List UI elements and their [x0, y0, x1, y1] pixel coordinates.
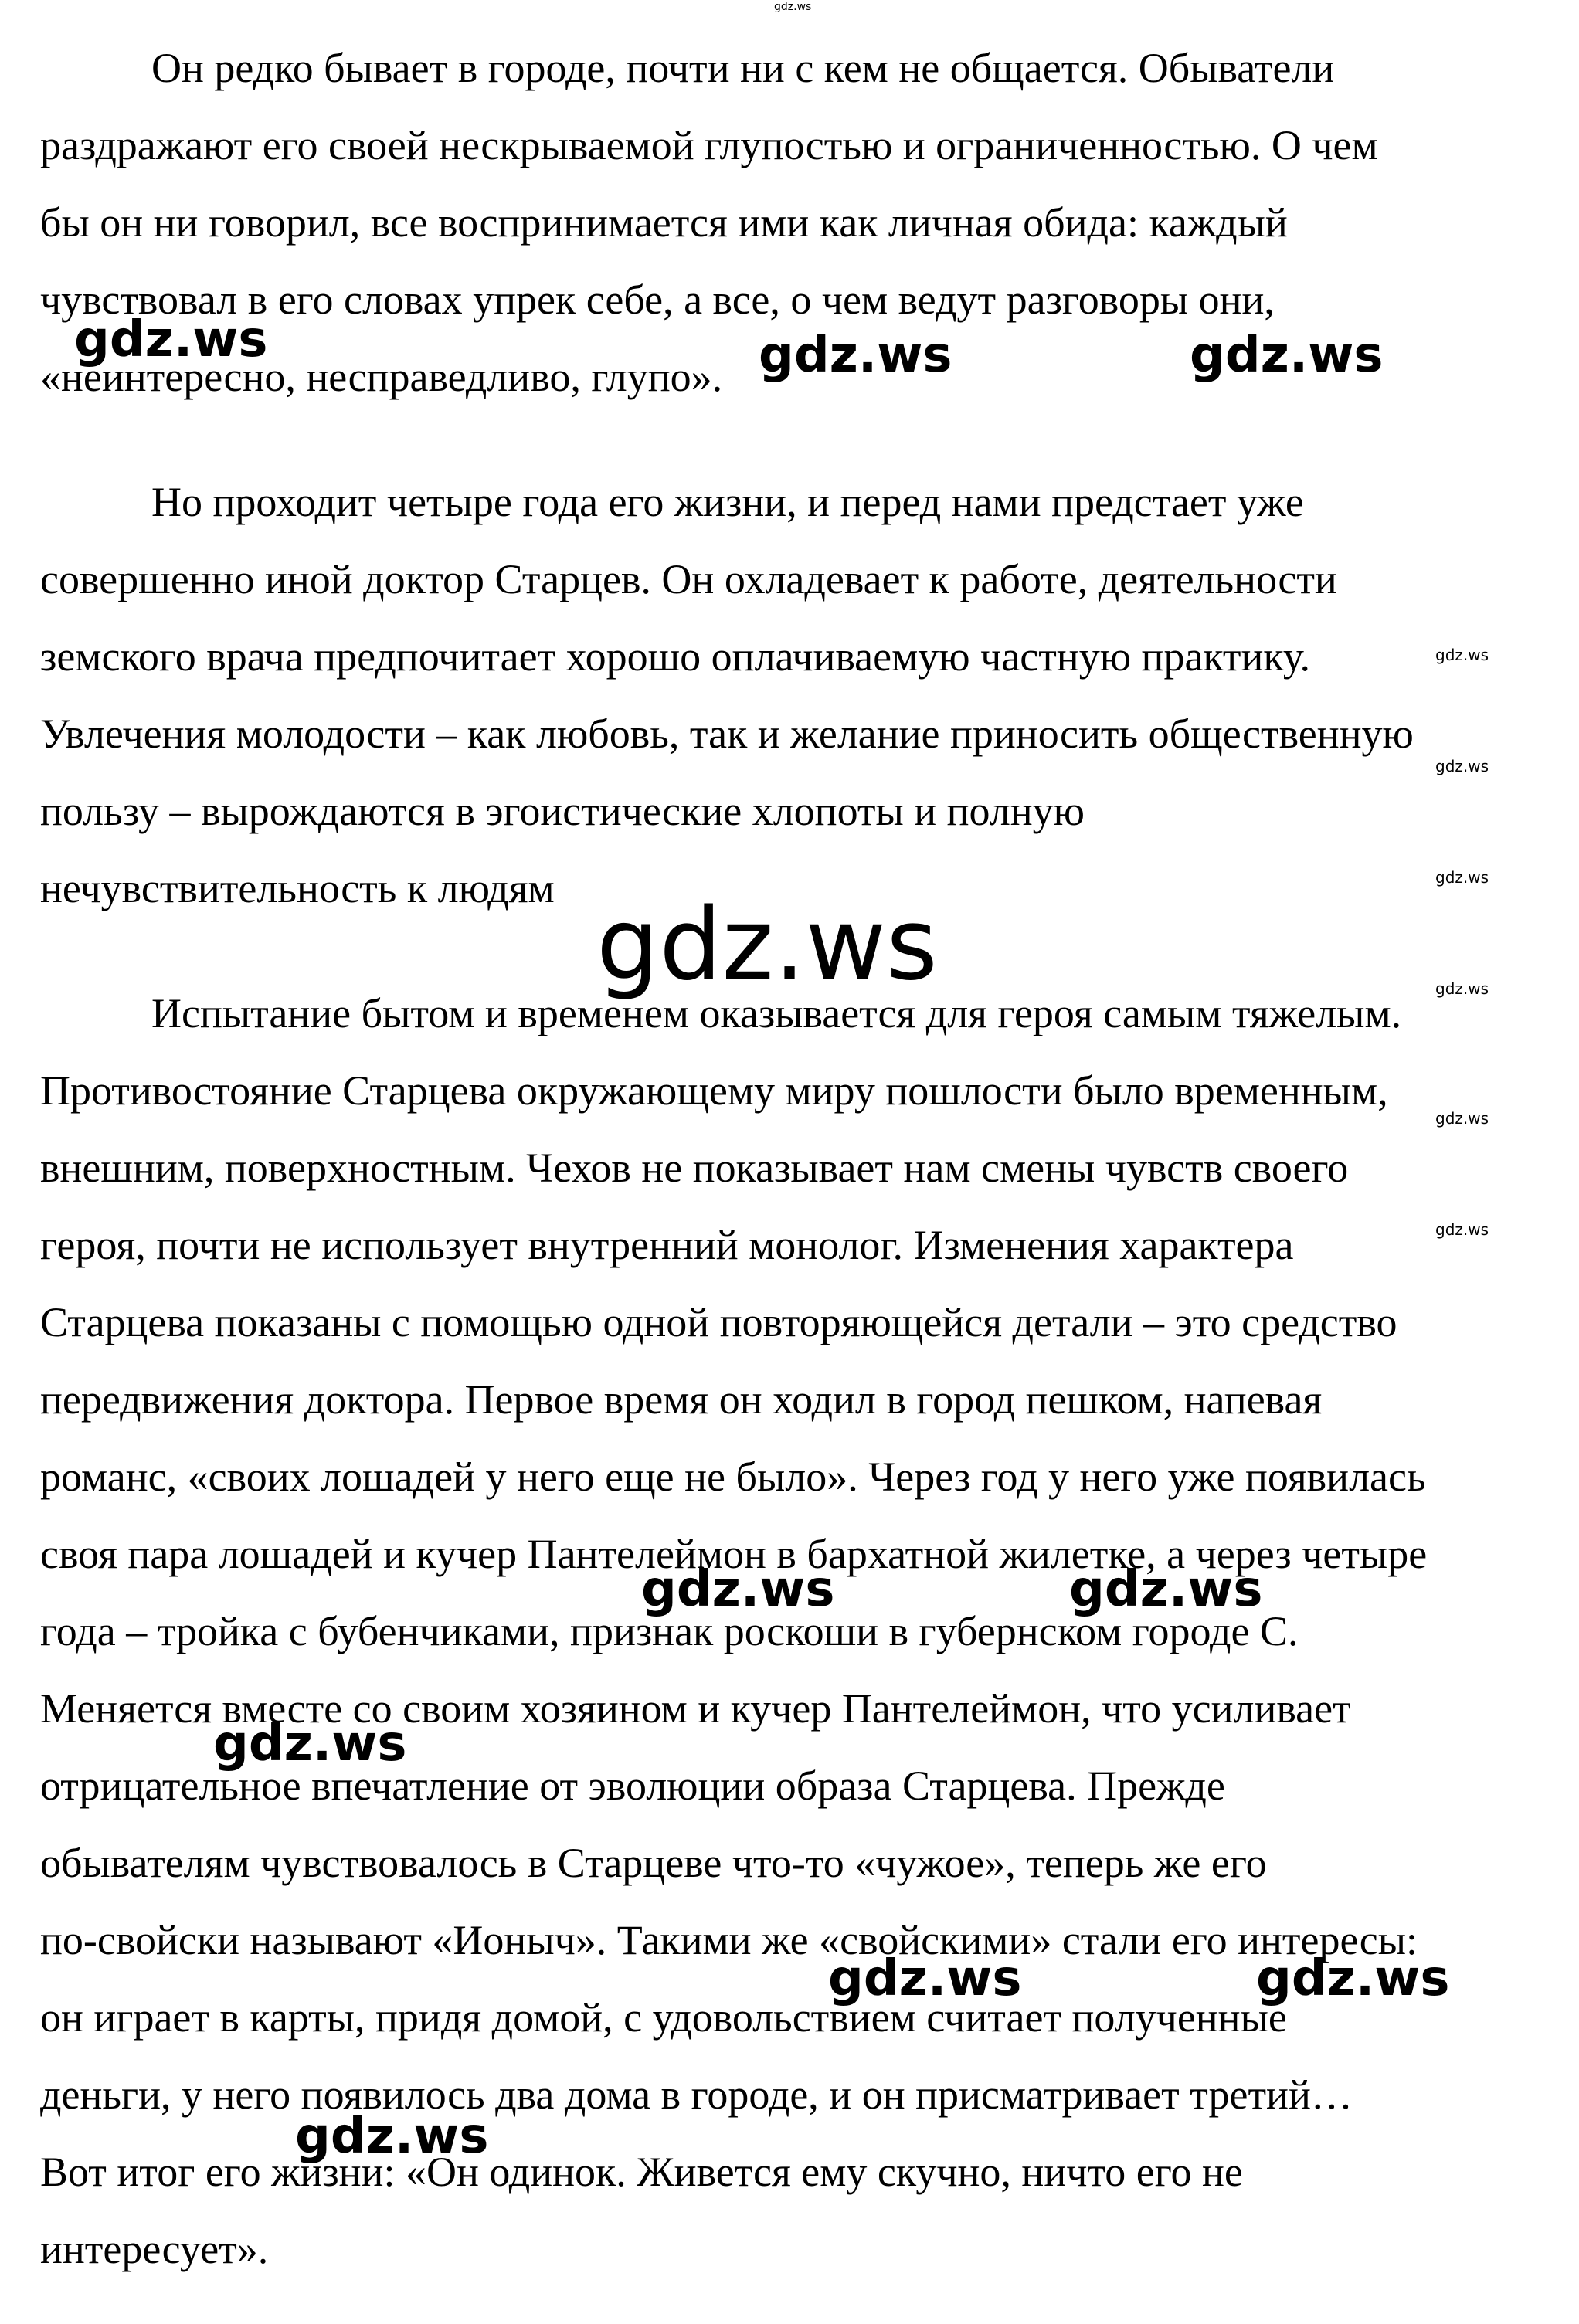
text-line: по-свойски называют «Ионыч». Такими же «свойскими» стали его интересы: [40, 1917, 1418, 1963]
text-line: раздражают его своей нескрываемой глупостью и ограниченностью. О чем [40, 122, 1378, 168]
watermark: gdz.ws [828, 1950, 1022, 2007]
text-line: героя, почти не использует внутренний монолог. Изменения характера [40, 1222, 1294, 1268]
text-line: пользу – вырождаются в эгоистические хлопоты и полную [40, 788, 1085, 834]
text-line: передвижения доктора. Первое время он ходил в город пешком, напевая [40, 1376, 1323, 1423]
watermark: gdz.ws [759, 327, 952, 384]
watermark: gdz.ws [1190, 327, 1384, 384]
text-line: совершенно иной доктор Старцев. Он охладевает к работе, деятельности [40, 556, 1337, 602]
text-line: обывателям чувствовалось в Старцеве что-то «чужое», теперь же его [40, 1840, 1267, 1886]
text-line: романс, «своих лошадей у него еще не было». Через год у него уже появилась [40, 1454, 1426, 1500]
text-line: Вот итог его жизни: «Он одинок. Живется ему скучно, ничто его не [40, 2149, 1243, 2195]
text-line: Меняется вместе со своим хозяином и кучер Пантелеймон, что усиливает [40, 1685, 1351, 1732]
watermark-large: gdz.ws [596, 887, 938, 1003]
watermark: gdz.ws [1435, 979, 1489, 998]
watermark: gdz.ws [213, 1715, 407, 1773]
watermark: gdz.ws [1256, 1950, 1450, 2007]
text-line: Испытание бытом и временем оказывается для героя самым тяжелым. [151, 990, 1402, 1036]
text-line: интересует». [40, 2226, 269, 2272]
watermark: gdz.ws [1435, 1220, 1489, 1239]
text-line: своя пара лошадей и кучер Пантелеймон в бархатной жилетке, а через четыре [40, 1531, 1428, 1577]
watermark: gdz.ws [1435, 868, 1489, 887]
text-line: нечувствительность к людям [40, 865, 555, 911]
watermark: gdz.ws [1435, 646, 1489, 664]
text-line: Он редко бывает в городе, почти ни с кем не общается. Обыватели [151, 45, 1335, 91]
text-line: Противостояние Старцева окружающему миру пошлости было временным, [40, 1067, 1388, 1114]
text-line: деньги, у него появилось два дома в городе, и он присматривает третий… [40, 2071, 1353, 2118]
text-line: Увлечения молодости – как любовь, так и желание приносить общественную [40, 711, 1414, 757]
watermark: gdz.ws [641, 1561, 835, 1618]
text-line: года – тройка с бубенчиками, признак роскоши в губернском городе С. [40, 1608, 1299, 1654]
text-line: отрицательное впечатление от эволюции образа Старцева. Прежде [40, 1763, 1225, 1809]
text-line: Старцева показаны с помощью одной повторяющейся детали – это средство [40, 1299, 1397, 1345]
text-line: внешним, поверхностным. Чехов не показывает нам смены чувств своего [40, 1145, 1349, 1191]
text-line: Но проходит четыре года его жизни, и перед нами предстает уже [151, 479, 1304, 525]
watermark: gdz.ws [74, 311, 268, 368]
text-line: он играет в карты, придя домой, с удовольствием считает полученные [40, 1994, 1287, 2041]
top-watermark: gdz.ws [774, 1, 812, 13]
text-line: чувствовал в его словах упрек себе, а все, о чем ведут разговоры они, [40, 277, 1275, 323]
text-line: бы он ни говорил, все воспринимается ими как личная обида: каждый [40, 199, 1288, 246]
watermark: gdz.ws [1435, 1109, 1489, 1128]
watermark: gdz.ws [295, 2108, 489, 2165]
text-line: земского врача предпочитает хорошо оплачиваемую частную практику. [40, 633, 1310, 680]
watermark: gdz.ws [1069, 1561, 1263, 1618]
text-line: «неинтересно, несправедливо, глупо». [40, 354, 723, 400]
watermark: gdz.ws [1435, 757, 1489, 775]
